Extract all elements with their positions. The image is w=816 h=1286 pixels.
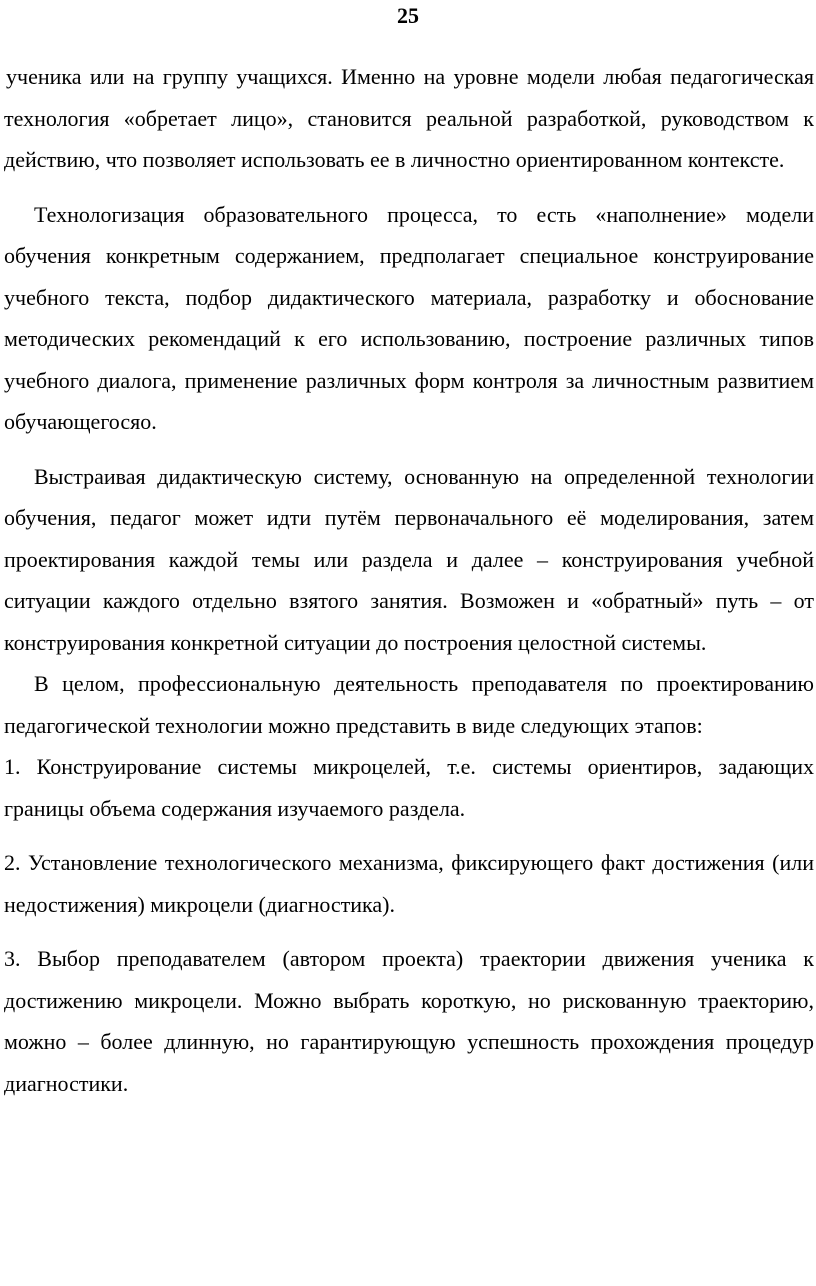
step-item-3: 3. Выбор преподавателем (автором проекта) траектории движения ученика к достижению микроцели. Можно выбрать короткую, но рискованную траекторию, можно – более длинную, но гарантирующую успешность прохождения процедур диагностики. <box>4 946 814 1096</box>
paragraph-technologization: Технологизация образовательного процесса, то есть «наполнение» модели обучения конкретным содержанием, предполагает специальное конструирование учебного текста, подбор дидактического материала, разработку и обоснование методических рекомендаций к его использованию, построение различных типов учебного диалога, применение различных форм контроля за личностным развитием обучающегосяо. <box>4 201 814 434</box>
step-item-1: 1. Конструирование системы микроцелей, т.е. системы ориентиров, задающих границы объема содержания изучаемого раздела. <box>4 754 814 821</box>
document-body <box>4 56 814 1104</box>
paragraph-continuation: ученика или на группу учащихся. Именно на уровне модели любая педагогическая технология «обретает лицо», становится реальной разработкой, руководством к действию, что позволяет использовать ее в личностно ориентированном контексте. <box>4 64 814 172</box>
step-item-2: 2. Установление технологического механизма, фиксирующего факт достижения (или недостижения) микроцели (диагностика). <box>4 850 814 917</box>
page-number: 25 <box>397 3 419 28</box>
paragraph-didactic-system: Выстраивая дидактическую систему, основанную на определенной технологии обучения, педагог может идти путём первоначального её моделирования, затем проектирования каждой темы или раздела и далее – конструирования учебной ситуации каждого отдельно взятого занятия. Возможен и «обратный» путь – от конструирования конкретной ситуации до построения целостной системы. <box>4 463 814 655</box>
paragraph-professional-activity: В целом, профессиональную деятельность преподавателя по проектированию педагогической технологии можно представить в виде следующих этапов: <box>4 671 814 738</box>
